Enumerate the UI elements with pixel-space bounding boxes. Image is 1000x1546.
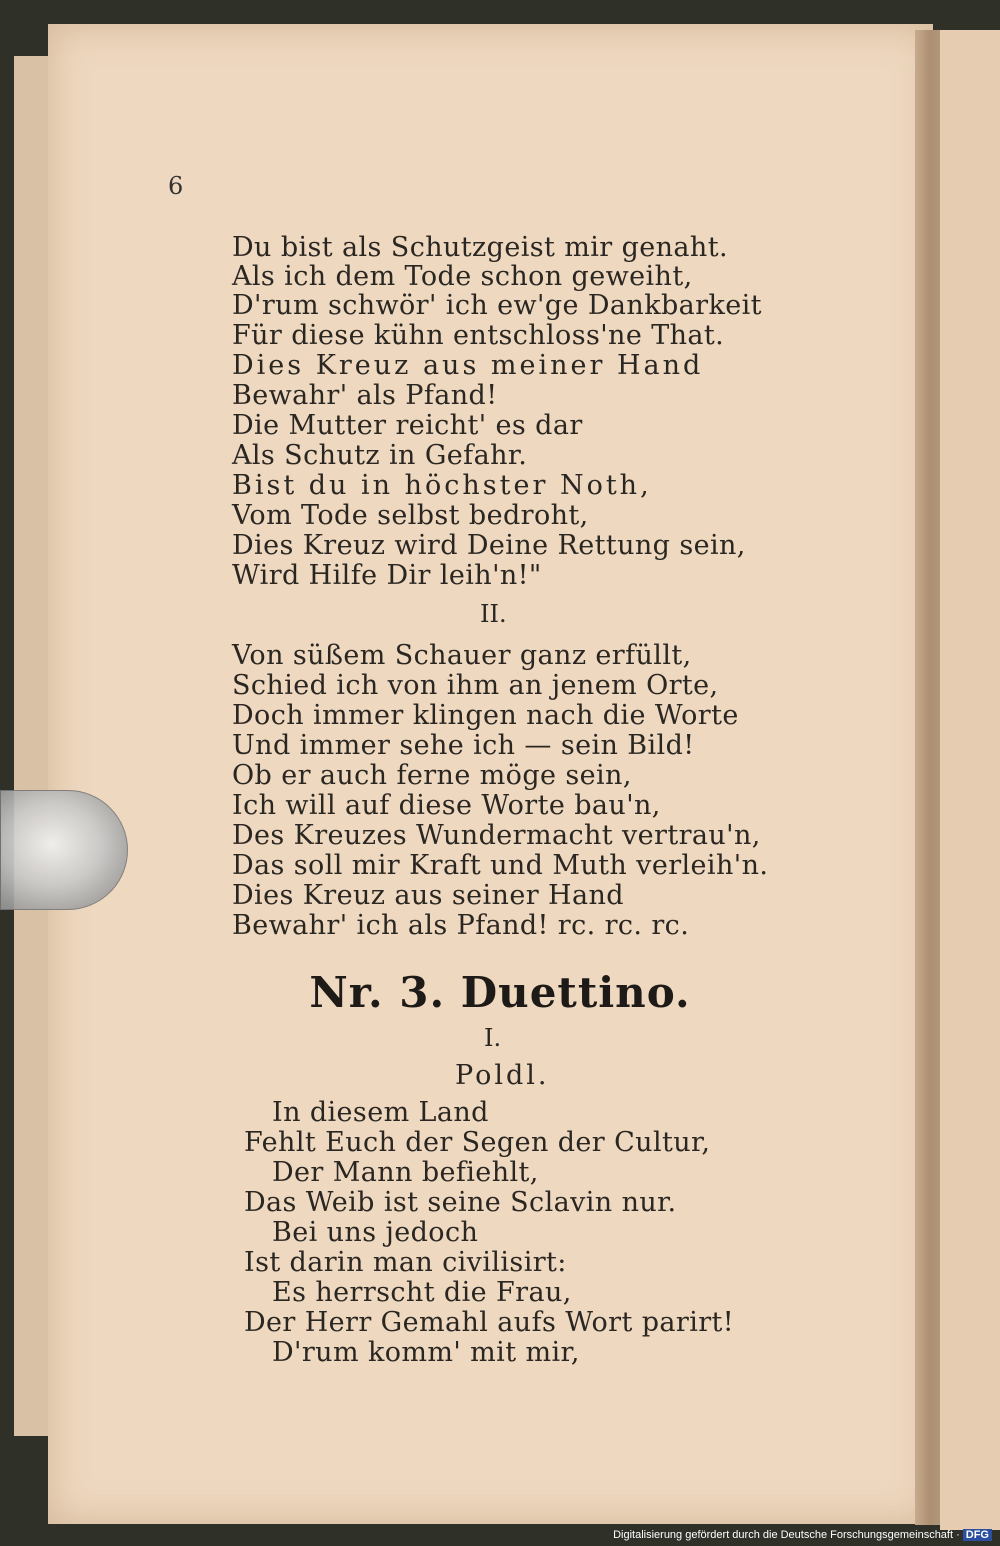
verse-line: Ist darin man civilisirt:	[244, 1247, 567, 1278]
section-number: II.	[480, 600, 507, 628]
verse-line: D'rum schwör' ich ew'ge Dankbarkeit	[232, 290, 762, 321]
verse-line: Als ich dem Tode schon geweiht,	[232, 261, 693, 292]
verse-line: Für diese kühn entschloss'ne That.	[232, 320, 725, 351]
speaker-name: Poldl.	[455, 1060, 550, 1091]
verse-line: Und immer sehe ich — sein Bild!	[232, 730, 695, 761]
verse-line: Doch immer klingen nach die Worte	[232, 700, 739, 731]
verse-line: Fehlt Euch der Segen der Cultur,	[244, 1127, 711, 1158]
verse-line: Das Weib ist seine Sclavin nur.	[244, 1187, 677, 1218]
credit-text: Digitalisierung gefördert durch die Deutsche Forschungsgemeinschaft ·	[613, 1529, 960, 1541]
verse-line: Bewahr' ich als Pfand! rc. rc. rc.	[232, 910, 690, 941]
verse-line: Dies Kreuz aus meiner Hand	[232, 350, 704, 381]
verse-line: Du bist als Schutzgeist mir genaht.	[232, 232, 728, 263]
verse-line: Der Herr Gemahl aufs Wort parirt!	[244, 1307, 735, 1338]
verse-line: Es herrscht die Frau,	[272, 1277, 572, 1308]
verse-line: Vom Tode selbst bedroht,	[232, 500, 589, 531]
verse-line: In diesem Land	[272, 1097, 489, 1128]
verse-line: Ob er auch ferne möge sein,	[232, 760, 632, 791]
verse-line: Ich will auf diese Worte bau'n,	[232, 790, 661, 821]
section-number: I.	[484, 1024, 502, 1052]
digitization-credit	[613, 1529, 992, 1541]
verse-line: Von süßem Schauer ganz erfüllt,	[232, 640, 692, 671]
dfg-logo: DFG	[963, 1529, 992, 1541]
verse-line: Als Schutz in Gefahr.	[232, 440, 528, 471]
page-clip	[0, 790, 128, 910]
verse-line: Dies Kreuz aus seiner Hand	[232, 880, 624, 911]
verse-line: D'rum komm' mit mir,	[272, 1337, 580, 1368]
verse-line: Die Mutter reicht' es dar	[232, 410, 583, 441]
page-number: 6	[168, 172, 184, 200]
verse-line: Das soll mir Kraft und Muth verleih'n.	[232, 850, 769, 881]
verse-line: Dies Kreuz wird Deine Rettung sein,	[232, 530, 746, 561]
facing-page-edge	[940, 30, 1000, 1530]
verse-line: Wird Hilfe Dir leih'n!"	[232, 560, 542, 591]
verse-line: Bewahr' als Pfand!	[232, 380, 498, 411]
verse-line: Bei uns jedoch	[272, 1217, 479, 1248]
verse-line: Der Mann befiehlt,	[272, 1157, 539, 1188]
verse-line: Des Kreuzes Wundermacht vertrau'n,	[232, 820, 761, 851]
verse-line: Bist du in höchster Noth,	[232, 470, 652, 501]
section-heading: Nr. 3. Duettino.	[309, 968, 691, 1017]
verse-line: Schied ich von ihm an jenem Orte,	[232, 670, 719, 701]
